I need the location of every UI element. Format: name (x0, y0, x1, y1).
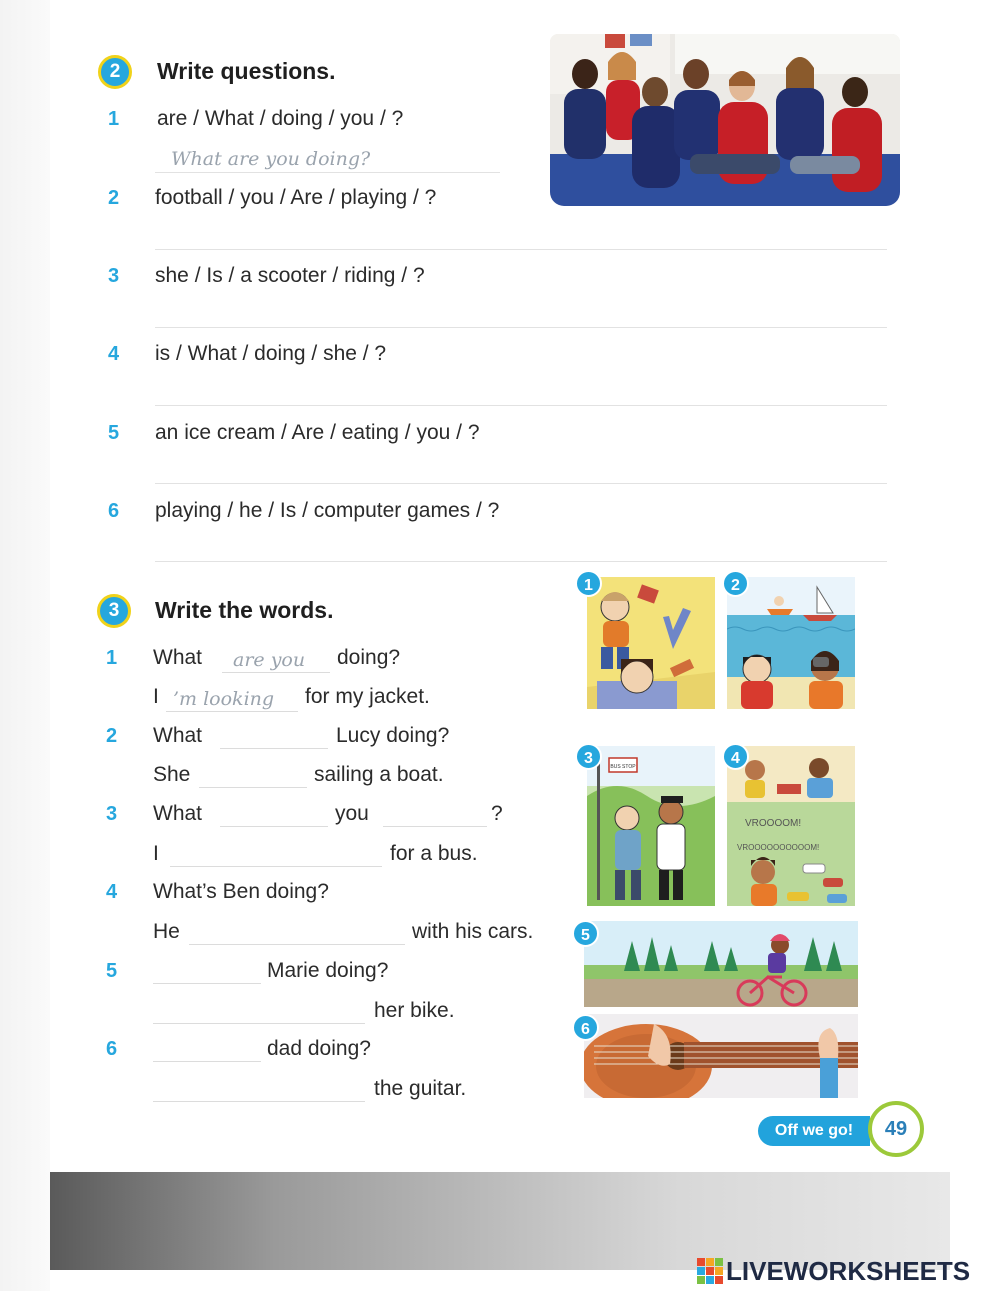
picture-badge: 1 (575, 570, 602, 597)
item-text: sailing a boat. (314, 763, 444, 786)
item-text: Lucy doing? (336, 724, 450, 747)
answer-line[interactable] (155, 172, 500, 173)
item-text: I (153, 842, 159, 865)
watermark-text: LIVEWORKSHEETS (726, 1255, 971, 1286)
item-text: I (153, 685, 159, 708)
answer-line[interactable] (155, 561, 887, 562)
question-prompt: she / Is / a scooter / riding / ? (155, 264, 425, 287)
section-3-title: Write the words. (155, 597, 334, 623)
liveworksheets-watermark (697, 1256, 970, 1286)
item-text: the guitar. (374, 1077, 467, 1100)
vroom-text-1: VROOOOM! (745, 818, 802, 829)
picture-badge: 3 (575, 743, 602, 770)
answer-gap[interactable] (220, 826, 328, 827)
question-prompt: are / What / doing / you / ? (157, 107, 404, 130)
picture-5-bike (584, 921, 858, 1007)
answer-gap[interactable] (153, 983, 261, 984)
answer-gap[interactable] (166, 711, 298, 712)
question-number: 2 (108, 187, 120, 209)
answer-gap[interactable] (153, 1101, 365, 1102)
item-text: with his cars. (412, 920, 534, 943)
item-text: What (153, 802, 203, 825)
item-number: 4 (106, 881, 118, 903)
picture-badge: 2 (722, 570, 749, 597)
section-2-title: Write questions. (157, 58, 336, 84)
picture-6-guitar (584, 1014, 858, 1098)
answer-line[interactable] (155, 327, 887, 328)
answer-gap[interactable] (189, 944, 405, 945)
question-prompt: playing / he / Is / computer games / ? (155, 499, 500, 522)
bus-stop-sign-text: BUS STOP (610, 764, 636, 770)
question-number: 5 (108, 422, 120, 444)
item-number: 1 (106, 647, 118, 669)
sample-answer: What are you doing? (171, 148, 371, 170)
item-number: 6 (106, 1038, 118, 1060)
item-text: doing? (337, 646, 401, 669)
liveworksheets-logo-icon (697, 1258, 723, 1284)
item-text: Marie doing? (267, 959, 389, 982)
answer-gap[interactable] (383, 826, 487, 827)
item-text: What’s Ben doing? (153, 880, 329, 903)
item-text: What (153, 646, 203, 669)
section-2-number: 2 (98, 55, 132, 89)
answer-gap[interactable] (220, 748, 328, 749)
item-number: 5 (106, 960, 118, 982)
item-number: 2 (106, 725, 118, 747)
answer-gap[interactable] (170, 866, 382, 867)
picture-badge: 4 (722, 743, 749, 770)
item-text: He (153, 920, 180, 943)
children-photo (550, 34, 900, 206)
item-text: for my jacket. (305, 685, 430, 708)
question-prompt: football / you / Are / playing / ? (155, 186, 437, 209)
page-number: 49 (868, 1101, 924, 1157)
answer-line[interactable] (155, 249, 887, 250)
vroom-text-2: VROOOOOOOOOOM! (737, 843, 820, 852)
item-text: She (153, 763, 191, 786)
answer-gap[interactable] (153, 1023, 365, 1024)
question-number: 3 (108, 265, 120, 287)
question-number: 4 (108, 343, 120, 365)
picture-2-boat (727, 577, 855, 709)
item-text: for a bus. (390, 842, 478, 865)
picture-1-messy-room (587, 577, 715, 709)
answer-gap[interactable] (222, 672, 330, 673)
picture-badge: 5 (572, 920, 599, 947)
sample-answer: are you (233, 649, 306, 671)
item-text: ? (491, 802, 503, 825)
question-prompt: is / What / doing / she / ? (155, 342, 387, 365)
scan-margin (0, 0, 50, 1291)
picture-3-bus-stop (587, 746, 715, 906)
answer-line[interactable] (155, 405, 887, 406)
question-number: 6 (108, 500, 120, 522)
answer-line[interactable] (155, 483, 887, 484)
answer-gap[interactable] (199, 787, 307, 788)
answer-gap[interactable] (153, 1061, 261, 1062)
section-3-number: 3 (97, 594, 131, 628)
picture-4-toy-cars (727, 746, 855, 906)
question-prompt: an ice cream / Are / eating / you / ? (155, 421, 480, 444)
question-number: 1 (108, 108, 120, 130)
book-title-tab: Off we go! (758, 1116, 870, 1146)
item-text: you (335, 802, 369, 825)
picture-badge: 6 (572, 1014, 599, 1041)
item-text: her bike. (374, 999, 455, 1022)
item-text: dad doing? (267, 1037, 371, 1060)
sample-answer: ’m looking (173, 688, 275, 710)
item-number: 3 (106, 803, 118, 825)
item-text: What (153, 724, 203, 747)
